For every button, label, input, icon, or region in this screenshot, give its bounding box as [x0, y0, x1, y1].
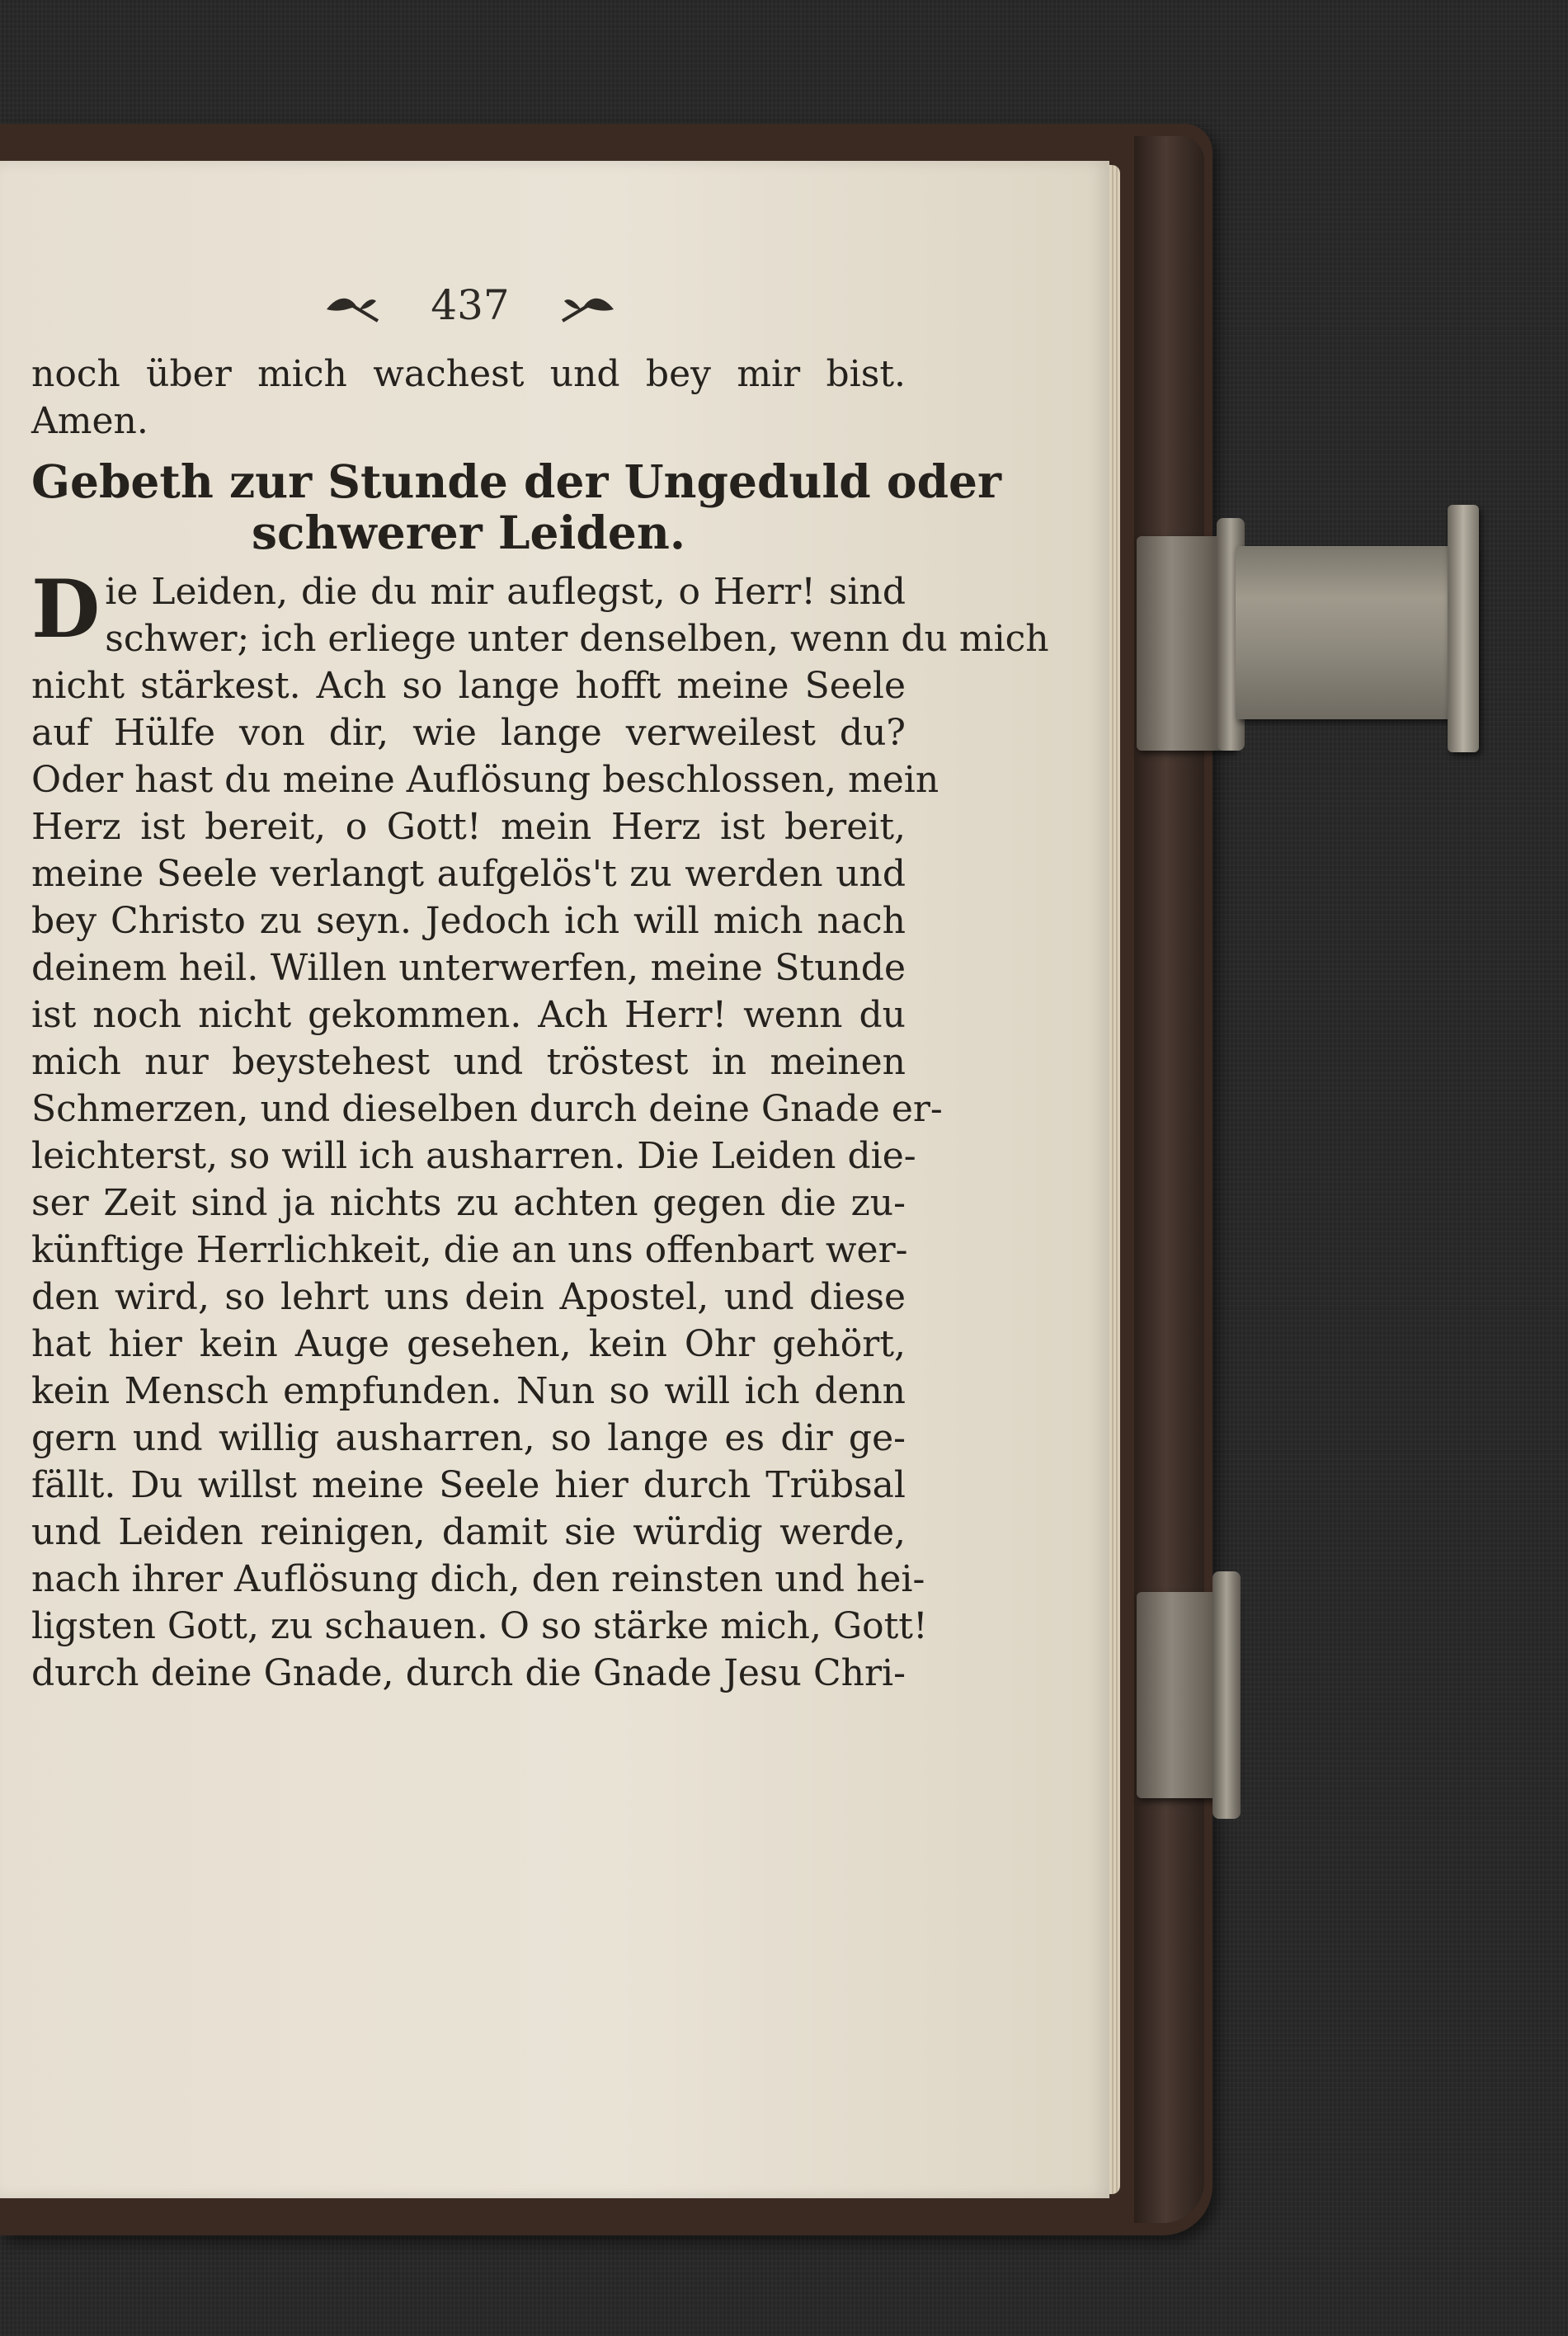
text-line: nach ihrer Auflösung dich, den reinsten und hei-: [31, 1558, 925, 1600]
text-line: nicht stärkest. Ach so lange hofft meine Seele: [31, 665, 906, 707]
text-line: künftige Herrlichkeit, die an uns offenbart wer-: [31, 1229, 908, 1271]
text-line: mich nur beystehest und tröstest in meinen: [31, 1041, 906, 1083]
text-line: Oder hast du meine Auflösung beschlossen, mein: [31, 759, 939, 801]
clasp-plate: [1236, 546, 1475, 719]
text-line: und Leiden reinigen, damit sie würdig werde,: [31, 1511, 906, 1553]
prayer-heading: [31, 454, 1002, 559]
heading-line: Gebeth zur Stunde der Ungeduld oder: [31, 454, 1002, 508]
text-line: ie Leiden, die du mir auflegst, o Herr! sind: [105, 571, 906, 613]
text-line: auf Hülfe von dir, wie lange verweilest du?: [31, 712, 906, 754]
text-line: ligsten Gott, zu schauen. O so stärke mich, Gott!: [31, 1605, 928, 1647]
page-text: [31, 351, 1049, 1697]
text-line: gern und willig ausharren, so lange es dir ge-: [31, 1417, 906, 1459]
heading-line: schwerer Leiden.: [251, 506, 686, 559]
text-line: hat hier kein Auge gesehen, kein Ohr gehört,: [31, 1323, 906, 1365]
text-line: deinem heil. Willen unterwerfen, meine Stunde: [31, 947, 906, 989]
page-header: [289, 264, 652, 346]
page-number: 437: [431, 281, 510, 329]
text-line: den wird, so lehrt uns dein Apostel, und diese: [31, 1276, 906, 1318]
prayer-paragraph: [31, 563, 1049, 1697]
text-line: ist noch nicht gekommen. Ach Herr! wenn du: [31, 994, 906, 1036]
leaf-ornament-icon: [323, 285, 381, 326]
text-line: fällt. Du willst meine Seele hier durch Trübsal: [31, 1464, 906, 1506]
lower-clasp-pin: [1212, 1571, 1241, 1819]
text-line: Schmerzen, und dieselben durch deine Gnade er-: [31, 1088, 943, 1130]
text-line: leichterst, so will ich ausharren. Die Leiden die-: [31, 1135, 916, 1177]
book-cover-edge: [1134, 136, 1204, 2223]
text-line: bey Christo zu seyn. Jedoch ich will mich nach: [31, 900, 906, 942]
text-line: durch deine Gnade, durch die Gnade Jesu Chri-: [31, 1652, 906, 1694]
text-line: ser Zeit sind ja nichts zu achten gegen die zu-: [31, 1182, 906, 1224]
text-line: Amen.: [31, 400, 148, 442]
leaf-ornament-icon: [559, 285, 617, 326]
text-line: kein Mensch empfunden. Nun so will ich denn: [31, 1370, 906, 1412]
text-line: Herz ist bereit, o Gott! mein Herz ist bereit,: [31, 806, 906, 848]
drop-cap: D: [31, 563, 101, 656]
text-line: schwer; ich erliege unter denselben, wenn du mich: [105, 618, 1049, 660]
text-line: noch über mich wachest und bey mir bist.: [31, 353, 906, 395]
text-line: meine Seele verlangt aufgelös't zu werden und: [31, 853, 906, 895]
clasp-tab: [1448, 505, 1479, 752]
